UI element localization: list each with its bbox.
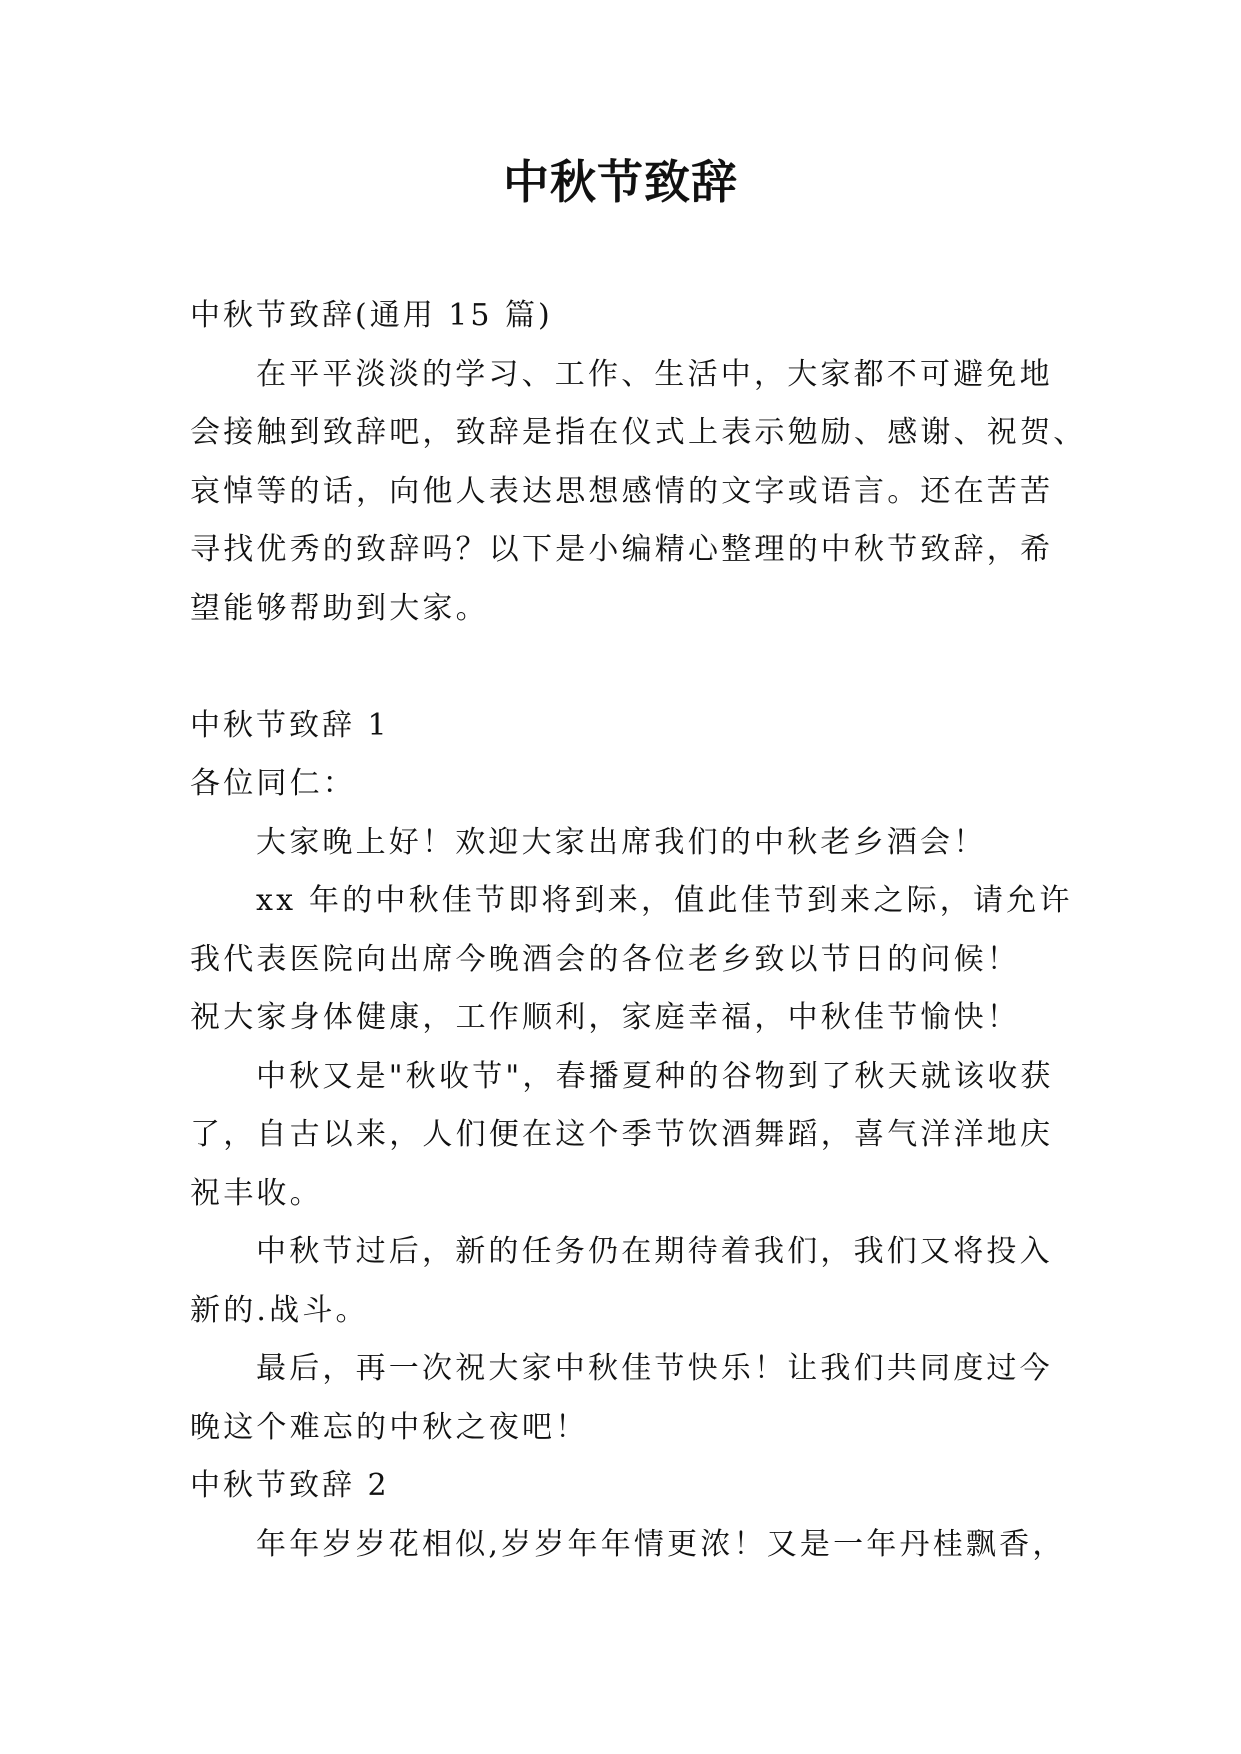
- paragraph-line: 大家晚上好！欢迎大家出席我们的中秋老乡酒会！: [256, 824, 987, 860]
- section-heading: 中秋节致辞 2: [190, 1468, 390, 1503]
- paragraph-line: 祝大家身体健康，工作顺利，家庭幸福，中秋佳节愉快！: [190, 1000, 1020, 1035]
- paragraph-line: xx 年的中秋佳节即将到来，值此佳节到来之际，请允许: [256, 883, 1073, 918]
- document-body: [190, 287, 1087, 1574]
- paragraph-line: 最后，再一次祝大家中秋佳节快乐！让我们共同度过今: [256, 1351, 1053, 1386]
- paragraph-line: 在平平淡淡的学习、工作、生活中，大家都不可避免地: [256, 356, 1053, 392]
- paragraph-line: 祝丰收。: [190, 1175, 323, 1211]
- paragraph-line: 年年岁岁花相似,岁岁年年情更浓！又是一年丹桂飘香，: [256, 1526, 1066, 1562]
- paragraph-line: 望能够帮助到大家。: [190, 590, 489, 626]
- paragraph-line: 我代表医院向出席今晚酒会的各位老乡致以节日的问候！: [190, 941, 1020, 977]
- document-title: 中秋节致辞: [503, 155, 738, 209]
- paragraph-line: 中秋节过后，新的任务仍在期待着我们，我们又将投入: [256, 1234, 1053, 1269]
- section-heading: 中秋节致辞 1: [190, 707, 390, 743]
- paragraph-line: 会接触到致辞吧，致辞是指在仪式上表示勉励、感谢、祝贺、: [190, 415, 1087, 450]
- paragraph-line: 各位同仁：: [190, 766, 356, 801]
- paragraph-line: 新的.战斗。: [190, 1292, 369, 1328]
- blank-line: [190, 638, 1058, 697]
- paragraph-line: 中秋又是"秋收节"，春播夏种的谷物到了秋天就该收获: [256, 1058, 1054, 1094]
- paragraph-line: 哀悼等的话，向他人表达思想感情的文字或语言。还在苦苦: [190, 473, 1054, 509]
- section-heading: 中秋节致辞(通用 15 篇): [190, 298, 553, 333]
- paragraph-line: 了，自古以来，人们便在这个季节饮酒舞蹈，喜气洋洋地庆: [190, 1117, 1054, 1152]
- paragraph-line: 晚这个难忘的中秋之夜吧！: [190, 1409, 589, 1445]
- paragraph-line: 寻找优秀的致辞吗？以下是小编精心整理的中秋节致辞，希: [190, 532, 1054, 567]
